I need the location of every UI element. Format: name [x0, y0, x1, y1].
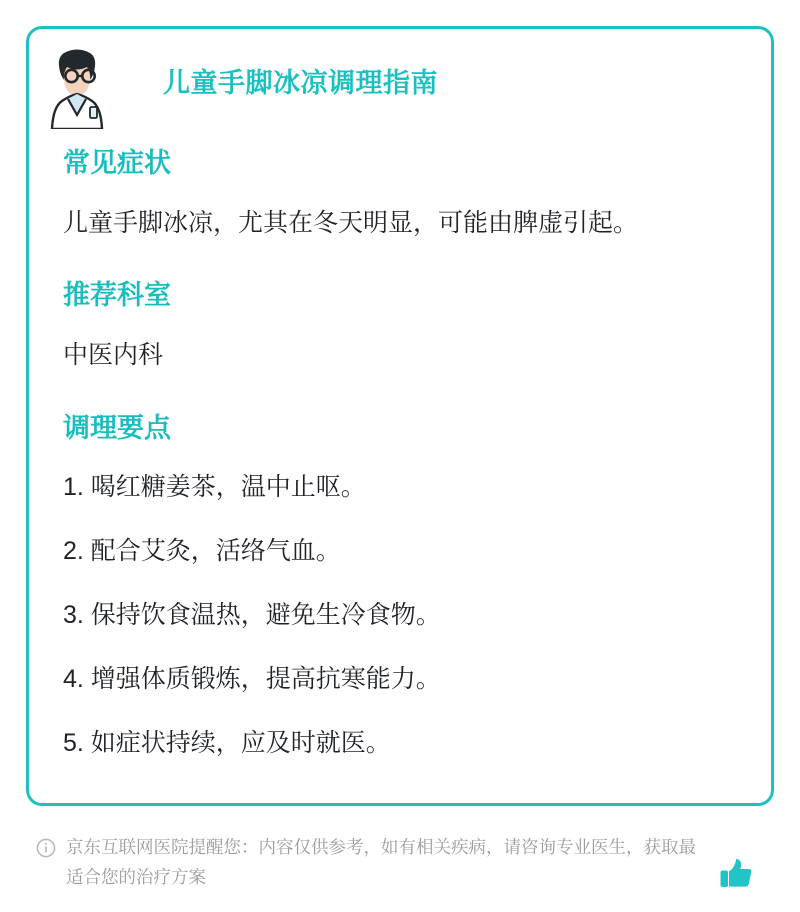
list-item: 3. 保持饮食温热，避免生冷食物。 — [63, 601, 441, 630]
info-circle-icon — [36, 838, 56, 863]
disclaimer-text: 京东互联网医院提醒您：内容仅供参考，如有相关疾病，请咨询专业医生，获取最适合您的治疗方案 — [66, 837, 696, 888]
section-text-symptoms: 儿童手脚冰凉，尤其在冬天明显，可能由脾虚引起。 — [63, 208, 639, 237]
tips-list — [63, 467, 737, 763]
list-item: 5. 如症状持续，应及时就医。 — [63, 729, 391, 758]
section-heading-tips: 调理要点 — [63, 412, 171, 443]
list-item: 1. 喝红糖姜茶，温中止呕。 — [63, 473, 366, 502]
page-title: 儿童手脚冰凉调理指南 — [163, 68, 438, 98]
thumbs-up-icon[interactable] — [716, 854, 756, 894]
footer-disclaimer — [26, 832, 774, 912]
section-text-department: 中医内科 — [63, 341, 164, 369]
section-heading-department: 推荐科室 — [63, 280, 171, 311]
list-item: 2. 配合艾灸，活络气血。 — [63, 537, 341, 566]
guide-card — [26, 26, 774, 806]
section-heading-symptoms: 常见症状 — [63, 148, 171, 178]
list-item: 4. 增强体质锻炼，提高抗寒能力。 — [63, 665, 441, 694]
doctor-avatar-icon — [34, 43, 120, 129]
